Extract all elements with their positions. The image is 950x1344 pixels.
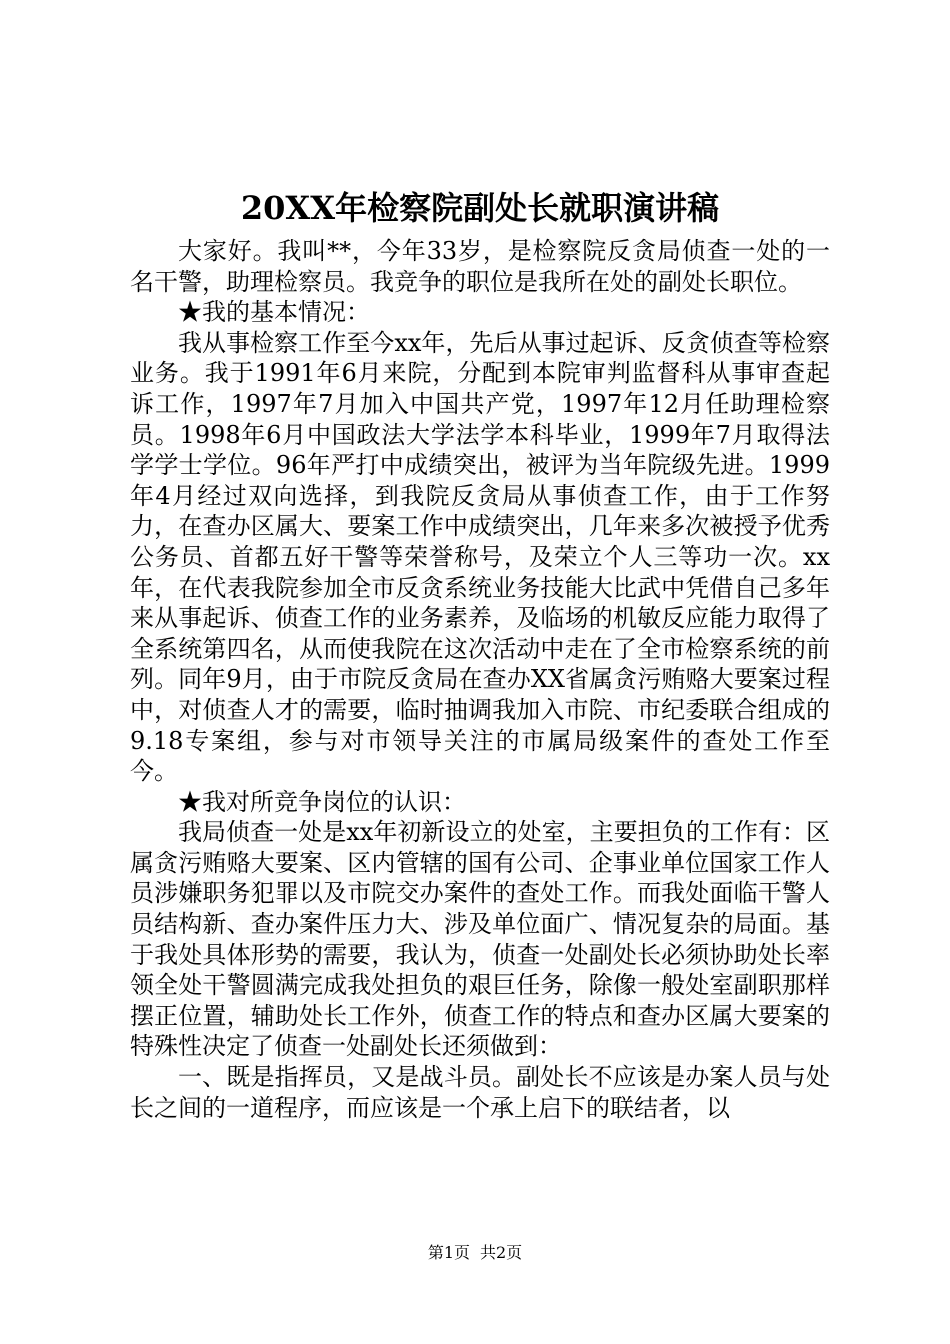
document-title: 20XX年检察院副处长就职演讲稿 (240, 189, 720, 227)
document-body (130, 236, 830, 1123)
paragraph-point-one: 一、既是指挥员，又是战斗员。副处长不应该是办案人员与处长之间的一道程序，而应该是一个承上启下的联结者，以 (130, 1063, 830, 1122)
page-number-total: 共2页 (480, 1243, 523, 1262)
paragraph-basic-info: 我从事检察工作至今xx年，先后从事过起诉、反贪侦查等检察业务。我于1991年6月来院，分配到本院审判监督科从事审查起诉工作，1997年7月加入中国共产党，1997年12月任助理检察员。1998年6月中国政法大学法学本科毕业，1999年7月取得法学学士学位。96年严打中成绩突出，被评为当年院级先进。1999年4月经过双向选择，到我院反贪局从事侦查工作，由于工作努力，在查办区属大、要案工作中成绩突出，几年来多次被授予优秀公务员、首都五好干警等荣誉称号，及荣立个人三等功一次。xx年，在代表我院参加全市反贪系统业务技能大比武中凭借自己多年来从事起诉、侦查工作的业务素养，及临场的机敏反应能力取得了全系统第四名，从而使我院在这次活动中走在了全市检察系统的前列。同年9月，由于市院反贪局在查办XX省属贪污贿赂大要案过程中，对侦查人才的需要，临时抽调我加入市院、市纪委联合组成的9.18专案组，参与对市领导关注的市属局级案件的查处工作至今。 (130, 328, 830, 786)
page-footer (0, 1242, 950, 1264)
paragraph-greeting: 大家好。我叫**，今年33岁，是检察院反贪局侦查一处的一名干警，助理检察员。我竞争的职位是我所在处的副处长职位。 (130, 237, 830, 296)
paragraph-position-understanding: 我局侦查一处是xx年初新设立的处室，主要担负的工作有：区属贪污贿赂大要案、区内管辖的国有公司、企事业单位国家工作人员涉嫌职务犯罪以及市院交办案件的查处工作。而我处面临干警人员结构新、查办案件压力大、涉及单位面广、情况复杂的局面。基于我处具体形势的需要，我认为，侦查一处副处长必须协助处长率领全处干警圆满完成我处担负的艰巨任务，除像一般处室副职那样摆正位置，辅助处长工作外，侦查工作的特点和查办区属大要案的特殊性决定了侦查一处副处长还须做到： (130, 818, 830, 1061)
page-number-current: 第1页 (427, 1243, 470, 1262)
section-heading-basic-info: ★我的基本情况： (178, 298, 370, 327)
section-heading-position-understanding: ★我对所竞争岗位的认识： (178, 787, 466, 816)
